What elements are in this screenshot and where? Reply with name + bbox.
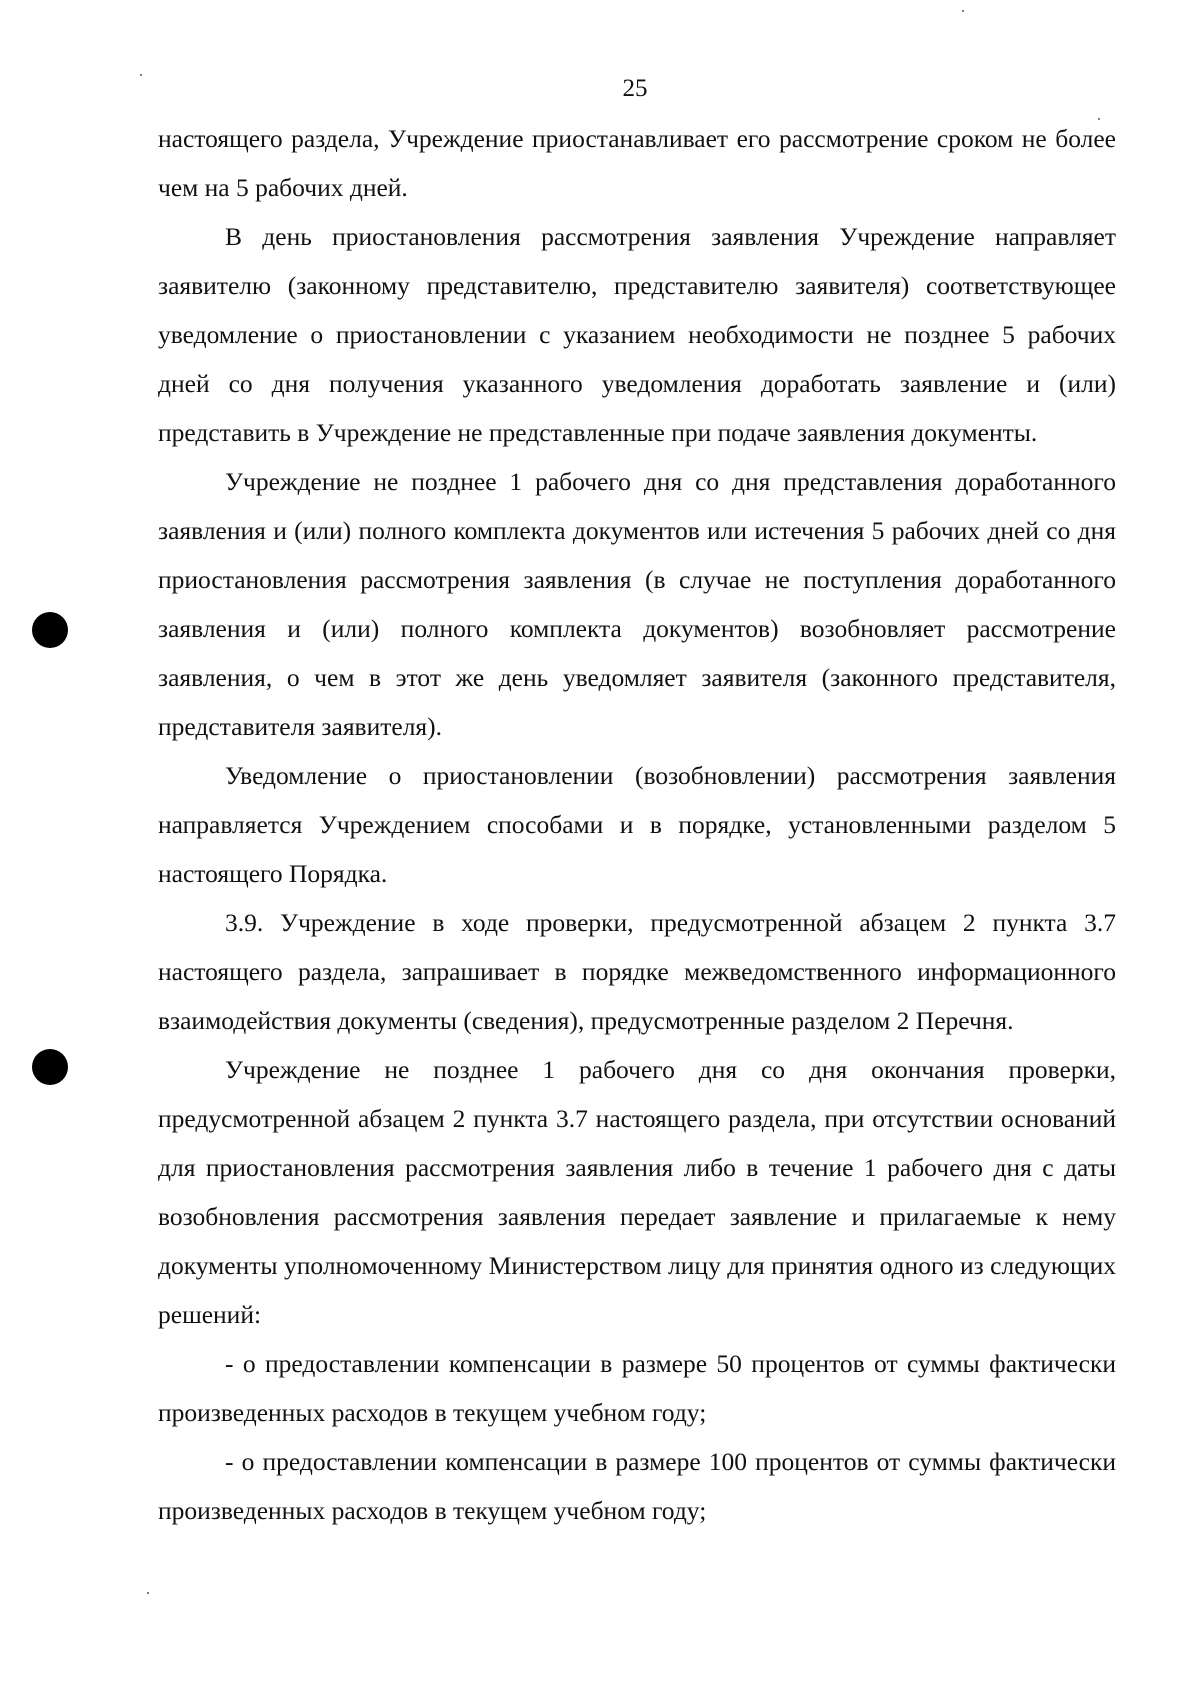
punch-hole xyxy=(32,1049,68,1085)
document-body xyxy=(158,114,1116,1535)
paragraph-notification-method: Уведомление о приостановлении (возобновлении) рассмотрения заявления направляется Учреждением способами и в порядке, установленными разделом 5 настоящего Порядка. xyxy=(158,761,1116,888)
list-item-compensation-100: - о предоставлении компенсации в размере 100 процентов от суммы фактически произведенных расходов в текущем учебном году; xyxy=(158,1447,1116,1525)
paragraph-resumption: Учреждение не позднее 1 рабочего дня со дня представления доработанного заявления и (или) полного комплекта документов или истечения 5 рабочих дней со дня приостановления рассмотрения заявления (в случае не поступления доработанного заявления и (или) полного комплекта документов) возобновляет рассмотрение заявления, о чем в этот же день уведомляет заявителя (законного представителя, представителя заявителя). xyxy=(158,467,1116,741)
paragraph-continuation: настоящего раздела, Учреждение приостанавливает его рассмотрение сроком не более чем на 5 рабочих дней. xyxy=(158,124,1116,202)
paragraph-suspension-notice: В день приостановления рассмотрения заявления Учреждение направляет заявителю (законному представителю, представителю заявителя) соответствующее уведомление о приостановлении с указанием необходимости не позднее 5 рабочих дней со дня получения указанного уведомления доработать заявление и (или) представить в Учреждение не представленные при подаче заявления документы. xyxy=(158,222,1116,447)
scan-speck xyxy=(962,10,964,12)
scan-speck xyxy=(147,1592,149,1594)
paragraph-transfer-decision: Учреждение не позднее 1 рабочего дня со дня окончания проверки, предусмотренной абзацем 2 пункта 3.7 настоящего раздела, при отсутствии оснований для приостановления рассмотрения заявления либо в течение 1 рабочего дня с даты возобновления рассмотрения заявления передает заявление и прилагаемые к нему документы уполномоченному Министерством лицу для принятия одного из следующих решений: xyxy=(158,1055,1116,1329)
punch-hole xyxy=(32,612,68,648)
paragraph-3-9: 3.9. Учреждение в ходе проверки, предусмотренной абзацем 2 пункта 3.7 настоящего раздела, запрашивает в порядке межведомственного информационного взаимодействия документы (сведения), предусмотренные разделом 2 Перечня. xyxy=(158,908,1116,1035)
list-item-compensation-50: - о предоставлении компенсации в размере 50 процентов от суммы фактически произведенных расходов в текущем учебном году; xyxy=(158,1349,1116,1427)
page-number: 25 xyxy=(622,75,648,102)
